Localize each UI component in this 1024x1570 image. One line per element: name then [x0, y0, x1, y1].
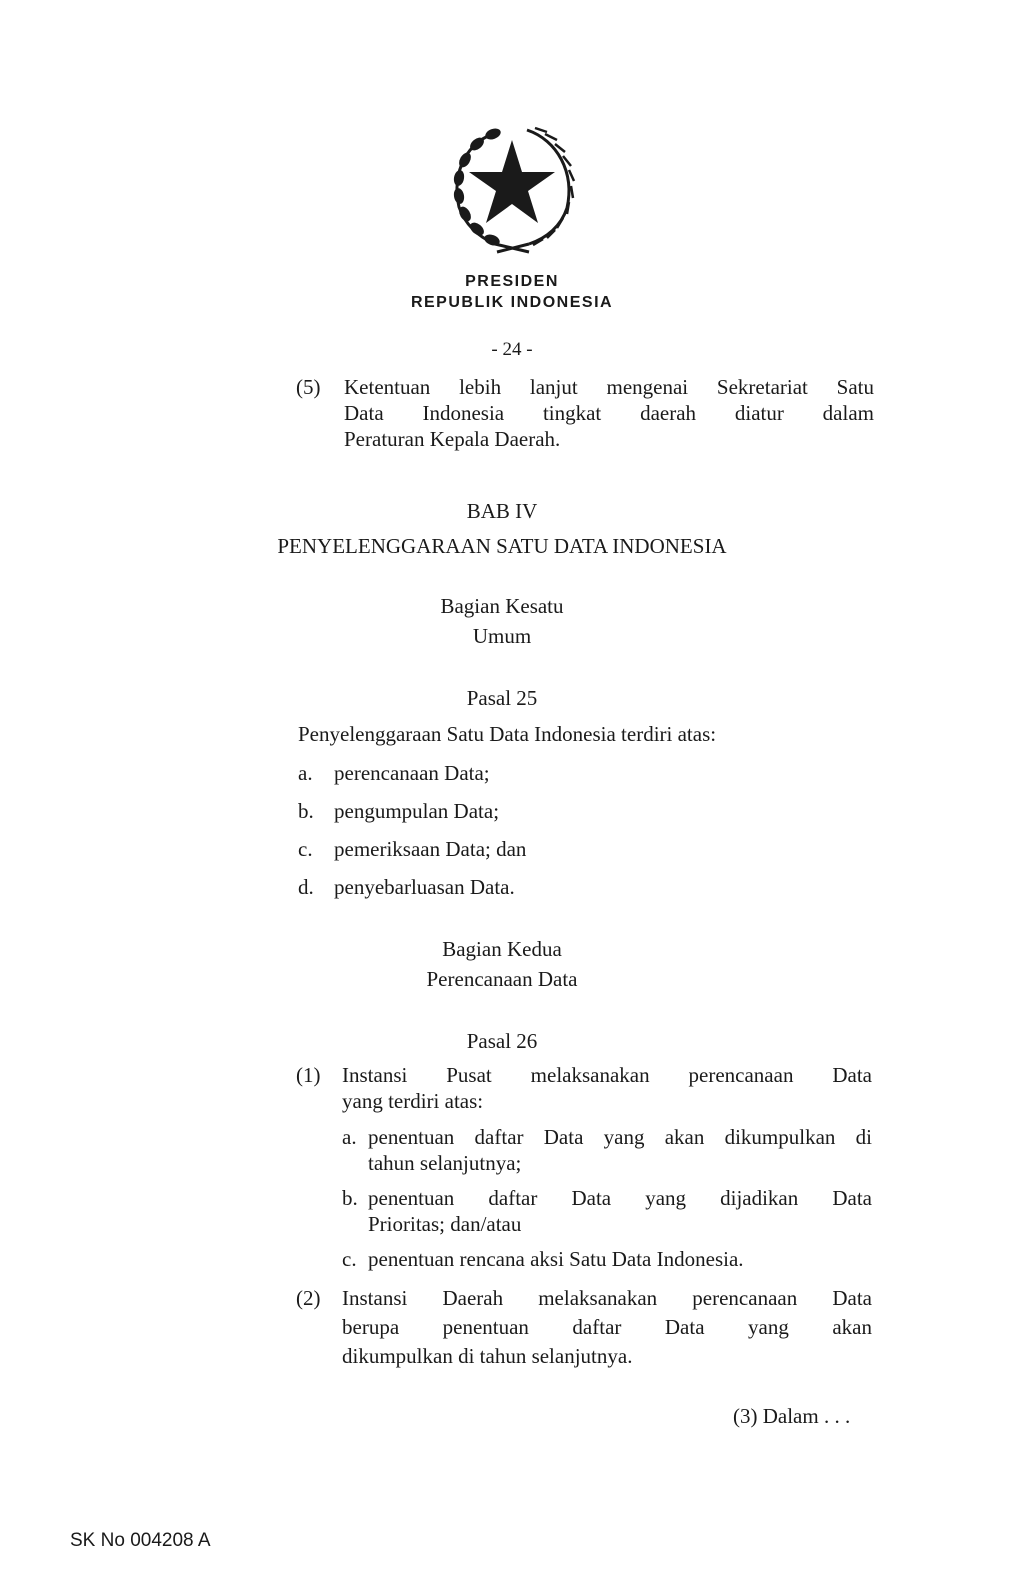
- part1-label: Bagian Kesatu: [440, 594, 564, 618]
- part2-label: Bagian Kedua: [442, 937, 562, 961]
- part1-title: Umum: [472, 624, 532, 648]
- header-presiden: PRESIDEN: [465, 273, 559, 290]
- pasal25-intro: Penyelenggaraan Satu Data Indonesia terdiri atas:: [298, 722, 717, 746]
- pasal26-p1-item-line1: penentuan rencana aksi Satu Data Indonesia.: [368, 1247, 744, 1271]
- pasal26-p1-line2: yang terdiri atas:: [342, 1089, 484, 1113]
- pasal26-p1-item-line1: penentuan daftar Data yang akan dikumpulkan di: [368, 1125, 872, 1149]
- pasal26-p1-item-line2: tahun selanjutnya;: [368, 1151, 522, 1175]
- header-republik: REPUBLIK INDONESIA: [410, 294, 614, 311]
- presidential-emblem-icon: [437, 112, 587, 262]
- pasal25-item-text: pengumpulan Data;: [334, 799, 500, 823]
- pasal26-p1-item-letter: a.: [342, 1125, 357, 1149]
- chapter-title: PENYELENGGARAAN SATU DATA INDONESIA: [277, 534, 727, 558]
- pasal26-p1-item-line1: penentuan daftar Data yang dijadikan Data: [368, 1186, 872, 1210]
- footer-code: SK No 004208 A: [70, 1530, 211, 1551]
- chapter-number: BAB IV: [466, 499, 538, 523]
- prev-item-line2: Data Indonesia tingkat daerah diatur dalam: [344, 401, 874, 425]
- pasal26-p1-line1: Instansi Pusat melaksanakan perencanaan Data: [342, 1063, 872, 1087]
- pasal25-item-text: pemeriksaan Data; dan: [334, 837, 527, 861]
- prev-item-line1: Ketentuan lebih lanjut mengenai Sekretariat Satu: [344, 375, 874, 399]
- pasal26-p2-line2: berupa penentuan daftar Data yang akan: [342, 1315, 872, 1339]
- pasal26-p1-item-letter: c.: [342, 1247, 357, 1271]
- pasal26-p1-number: (1): [296, 1063, 321, 1087]
- pasal25-item-text: penyebarluasan Data.: [334, 875, 515, 899]
- page-number: - 24 -: [491, 339, 533, 360]
- pasal25-item-letter: a.: [298, 761, 313, 785]
- prev-item-line3: Peraturan Kepala Daerah.: [344, 427, 561, 451]
- pasal25-item-letter: c.: [298, 837, 313, 861]
- pasal25-item-letter: b.: [298, 799, 314, 823]
- pasal26-p2-number: (2): [296, 1286, 321, 1310]
- pasal26-p2-line1: Instansi Daerah melaksanakan perencanaan Data: [342, 1286, 872, 1310]
- pasal25-title: Pasal 25: [466, 686, 538, 710]
- continuation-marker: (3) Dalam . . .: [733, 1404, 851, 1428]
- pasal26-p1-item-line2: Prioritas; dan/atau: [368, 1212, 522, 1236]
- pasal26-p1-item-letter: b.: [342, 1186, 358, 1210]
- part2-title: Perencanaan Data: [426, 967, 578, 991]
- pasal26-p2-line3: dikumpulkan di tahun selanjutnya.: [342, 1344, 633, 1368]
- pasal25-item-letter: d.: [298, 875, 314, 899]
- pasal25-item-text: perencanaan Data;: [334, 761, 490, 785]
- prev-item-number: (5): [296, 375, 321, 399]
- pasal26-title: Pasal 26: [466, 1029, 538, 1053]
